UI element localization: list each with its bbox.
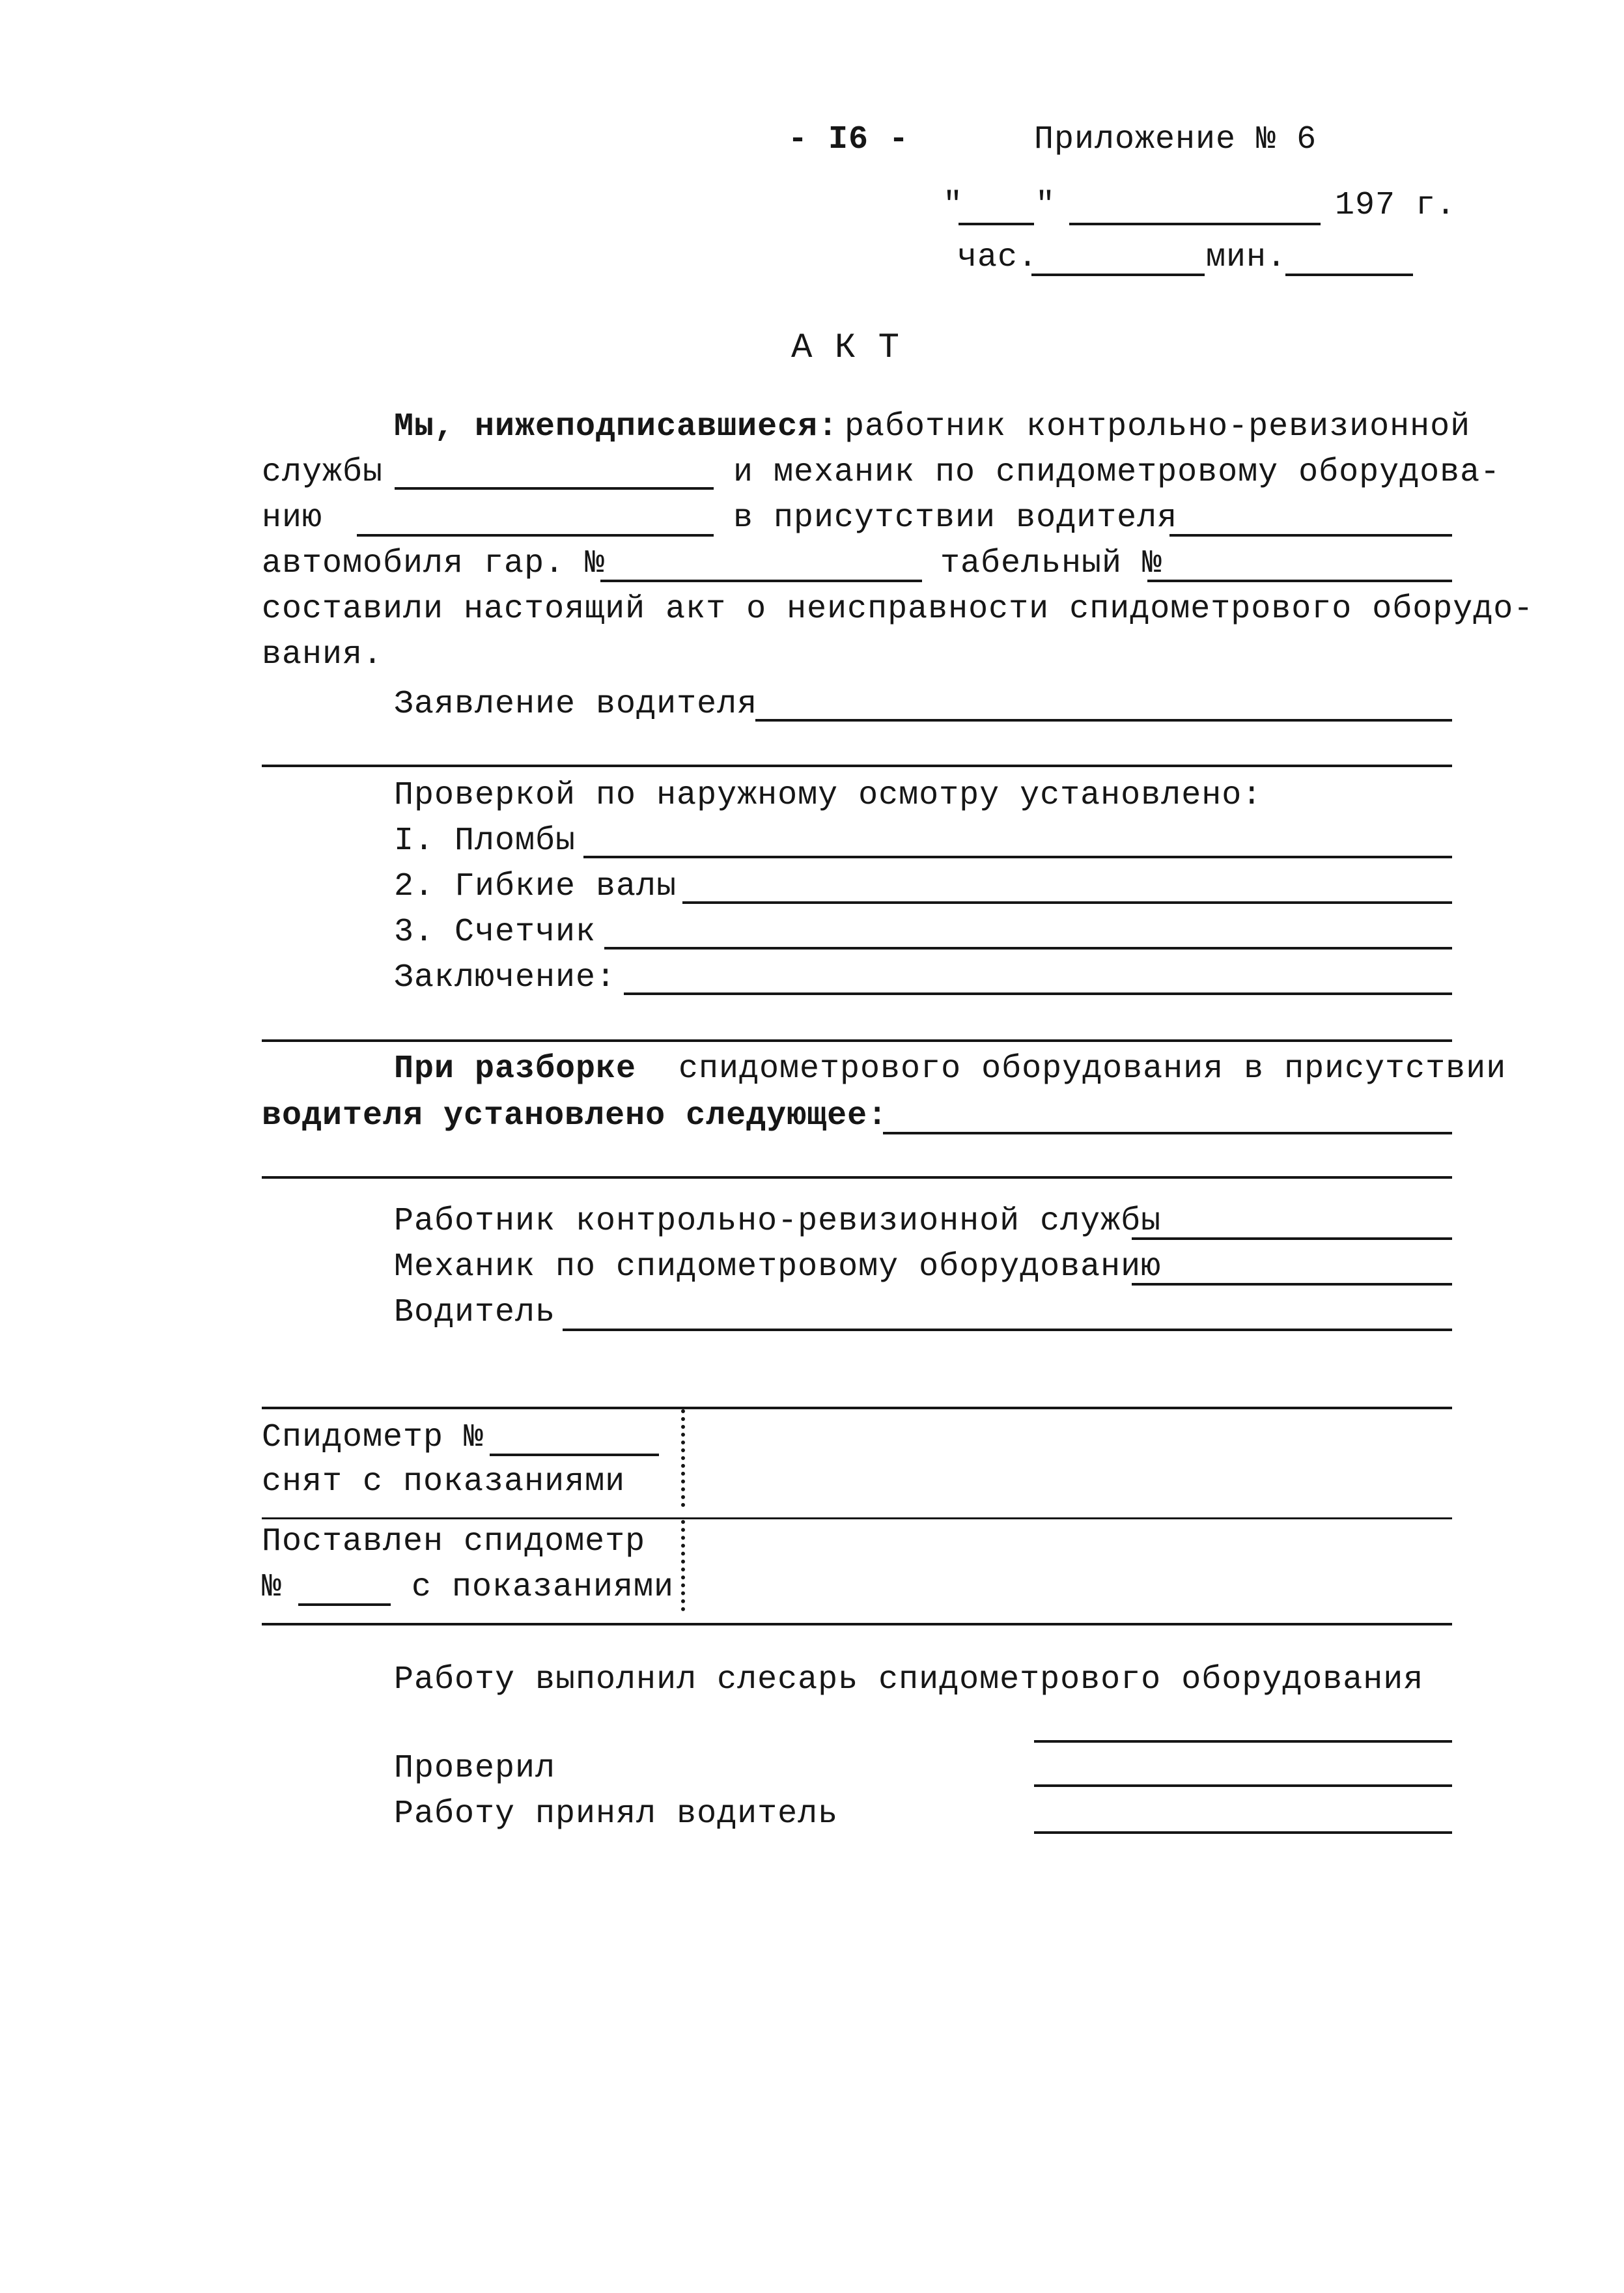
inspection-heading: Проверкой по наружному осмотру установлено:: [394, 777, 1263, 814]
intro-line4-mid: табельный №: [940, 545, 1163, 582]
speedometer-removed-number: Спидометр №: [262, 1419, 484, 1456]
speedometer-removed-readings: снят с показаниями: [262, 1463, 626, 1500]
intro-line2-end: и механик по спидометровому оборудова-: [733, 454, 1501, 491]
counter-blank[interactable]: [604, 947, 1452, 950]
checked-signature-blank[interactable]: [1034, 1784, 1452, 1787]
personnel-number-blank[interactable]: [1147, 580, 1452, 582]
speedometer-installed: Поставлен спидометр: [262, 1523, 646, 1560]
signature-kr-service-label: Работник контрольно-ревизионной службы: [394, 1203, 1162, 1240]
inspection-item-shafts: 2. Гибкие валы: [394, 868, 677, 905]
disassembly-blank[interactable]: [883, 1132, 1452, 1134]
minute-label: мин.: [1206, 239, 1287, 276]
driver-statement-blank[interactable]: [755, 719, 1452, 722]
date-day-blank[interactable]: [959, 223, 1034, 225]
work-done-label: Работу выполнил слесарь спидометрового оборудования: [394, 1661, 1424, 1698]
intro-line6: вания.: [262, 636, 384, 673]
inspection-item-seals: I. Пломбы: [394, 823, 576, 860]
we-undersigned: Мы, нижеподписавшиеся:: [394, 408, 839, 445]
conclusion-label: Заключение:: [394, 959, 617, 996]
installed-readings: с показаниями: [412, 1569, 675, 1606]
table-separator-top: [681, 1409, 685, 1507]
page-number: - I6 -: [788, 121, 910, 158]
driver-statement-blank-2[interactable]: [262, 765, 1452, 767]
conclusion-blank[interactable]: [624, 992, 1452, 995]
table-top-rule: [262, 1407, 1452, 1409]
signature-driver-label: Водитель: [394, 1294, 556, 1331]
garage-number-blank[interactable]: [600, 580, 922, 582]
checked-label: Проверил: [394, 1750, 556, 1787]
shafts-blank[interactable]: [682, 901, 1452, 904]
hour-label: час.: [957, 239, 1039, 276]
driver-name-blank[interactable]: [1169, 534, 1452, 537]
signature-driver-blank[interactable]: [563, 1329, 1452, 1331]
accepted-label: Работу принял водитель: [394, 1795, 839, 1833]
driver-statement-label: Заявление водителя: [394, 686, 758, 723]
inspection-item-counter: 3. Счетчик: [394, 914, 596, 951]
table-bottom-rule: [262, 1623, 1452, 1625]
appendix-label: Приложение № 6: [1034, 121, 1317, 158]
seals-blank[interactable]: [583, 856, 1452, 858]
minute-blank[interactable]: [1285, 274, 1413, 276]
disassembly-line2: водителя установлено следующее:: [262, 1097, 888, 1134]
date-month-blank[interactable]: [1069, 223, 1321, 225]
intro-line3-mid: в присутствии водителя: [733, 499, 1178, 537]
removed-speedometer-number-blank[interactable]: [490, 1454, 659, 1456]
kr-service-name-blank[interactable]: [395, 487, 714, 490]
table-middle-rule: [262, 1517, 1452, 1519]
document-title: А К Т: [791, 328, 901, 368]
table-separator-bottom: [681, 1520, 685, 1611]
date-quote-open: ": [943, 187, 964, 224]
disassembly-line1-rest: спидометрового оборудования в присутствии: [679, 1050, 1507, 1088]
intro-line5: составили настоящий акт о неисправности спидометрового оборудо-: [262, 591, 1534, 628]
date-year: 197 г.: [1335, 187, 1457, 224]
installed-number-sign: №: [262, 1569, 283, 1606]
mechanic-name-blank[interactable]: [357, 534, 714, 537]
intro-line4-start: автомобиля гар. №: [262, 545, 606, 582]
signature-kr-service-blank[interactable]: [1132, 1237, 1452, 1240]
hour-blank[interactable]: [1031, 274, 1205, 276]
intro-line2-start: службы: [262, 454, 384, 491]
date-quote-close: ": [1035, 187, 1056, 224]
work-done-signature-blank[interactable]: [1034, 1740, 1452, 1743]
disassembly-blank-2[interactable]: [262, 1176, 1452, 1179]
accepted-signature-blank[interactable]: [1034, 1831, 1452, 1834]
signature-mechanic-label: Механик по спидометровому оборудованию: [394, 1248, 1162, 1286]
intro-line3-start: нию: [262, 499, 323, 537]
installed-speedometer-number-blank[interactable]: [298, 1603, 391, 1606]
disassembly-bold: При разборке: [394, 1050, 637, 1088]
signature-mechanic-blank[interactable]: [1132, 1283, 1452, 1286]
intro-line1-rest: работник контрольно-ревизионной: [845, 408, 1471, 445]
conclusion-blank-2[interactable]: [262, 1039, 1452, 1042]
